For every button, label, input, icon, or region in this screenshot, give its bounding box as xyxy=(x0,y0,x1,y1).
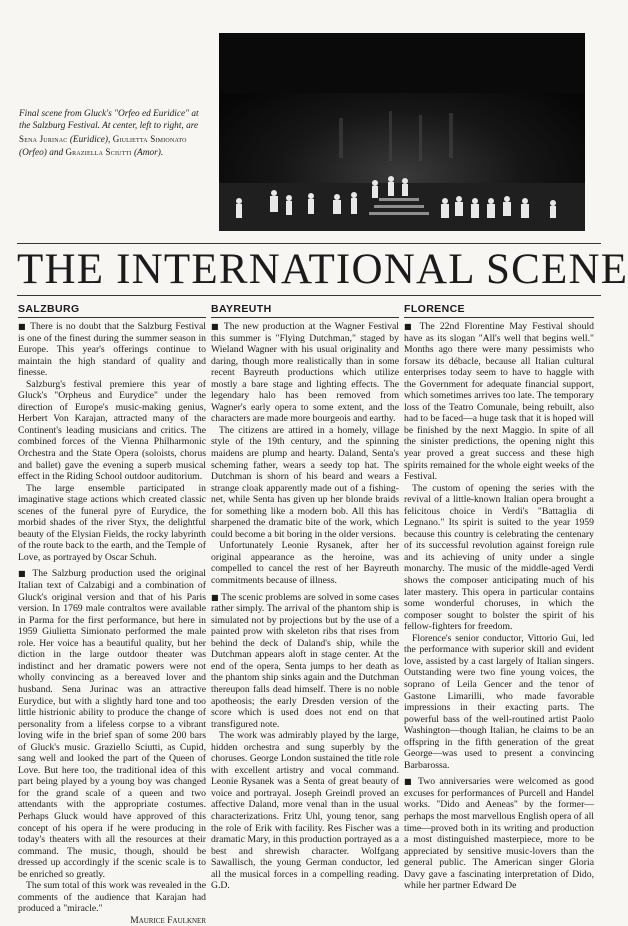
column-florence xyxy=(404,303,594,892)
bullet-square-icon: ■ xyxy=(211,322,224,331)
section-heading: FLORENCE xyxy=(404,303,594,318)
bullet-square-icon: ■ xyxy=(404,777,418,787)
article-paragraph: ■ Two anniversaries were welcomed as good excuses for performances of Purcell and Handel works. "Dido and Aeneas" by the former—perhaps the most marvellous English opera of all time—proved both in its writing and production a most distinguished masterpiece, more to be appreciated by sensitive music-lovers than the general public. The American singer Gloria Davy gave a fascinating interpretation of Dido, while her partner Edward De xyxy=(404,776,594,892)
column-salzburg xyxy=(18,303,206,926)
article-paragraph: ■ There is no doubt that the Salzburg Festival is one of the finest during the summer season in Europe. This year's offerings continue to maintain the high standard of quality and finesse. xyxy=(18,321,206,379)
section-heading: SALZBURG xyxy=(18,303,206,318)
article-paragraph: The sum total of this work was revealed in the comments of the audience that Karajan had produced a "miracle." xyxy=(18,880,206,915)
article-paragraph: ■ The scenic problems are solved in some cases rather simply. The arrival of the phantom ship is simulated not by projections but by the use of a painted prow with skeleton ribs that rises from behind the deck of Daland's ship, while the Dutchman appears aloft in stage center. At the end of the opera, Senta jumps to her death as the phantom ship sinks again and the Dutchman thereupon falls dead himself. There is no noble apotheosis; the early Dresden version of the score which is used does not end on that transfigured note. xyxy=(211,591,399,730)
article-paragraph: ■ The 22nd Florentine May Festival should have as its slogan "All's well that begins well." Months ago there were many pessimists who forsaw its débacle, because all Italian cultural enterprises today seem to have to haggle with the Government for adequate financial support, which sometimes arrives too late. The temporary loss of the Teatro Comunale, being rebuilt, also had to be faced—a huge task that it is hoped will be finished by the next Maggio. In spite of all the sinister predictions, the opening night this year proved a great success and these high spirits remained for the whole eight weeks of the Festival. xyxy=(404,321,594,483)
bullet-square-icon: ■ xyxy=(18,569,33,579)
article-paragraph: The citizens are attired in a homely, village style of the 19th century, and the spinning maidens are plump and hearty. Daland, Senta's scheming father, wears a seedy top hat. The Dutchman is shorn of his beard and wears a strange cloak apparently made out of a fishing-net, while Senta has given up her blonde braids for something like a modern bob. All this has sharpened the dramatic bite of the work, which could become a bit boring in the older versions. xyxy=(211,424,399,540)
bullet-square-icon: ■ xyxy=(211,592,222,602)
section-heading: BAYREUTH xyxy=(211,303,399,318)
article-paragraph: The custom of opening the series with the revival of a little-known Italian opera brought a felicitous choice in Verdi's "Battaglia di Legnano." Its spirit is suited to the year 1959 because this country is celebrating the centenary of its successful revolution against foreign rule and its achieving of unity under a single monarchy. The music of the middle-aged Verdi shows the composer anticipating much of his later mastery. This opera in particular contains some wonderful choruses, in which the composer sought to bolster the spirit of his fellow-fighters for freedom. xyxy=(404,482,594,633)
article-paragraph: Unfortunately Leonie Rysanek, after her original appearance as the heroine, was compelled to cancel the rest of her Bayreuth commitments because of illness. xyxy=(211,540,399,587)
caption-role: (Euridice), xyxy=(67,134,113,145)
bullet-square-icon: ■ xyxy=(18,322,31,331)
caption-name: Sena Jurinac xyxy=(19,133,68,144)
bullet-square-icon: ■ xyxy=(404,322,420,331)
page-headline: THE INTERNATIONAL SCENE xyxy=(17,246,628,293)
article-paragraph: Salzburg's festival premiere this year of Gluck's "Orpheus and Eurydice" under the direction of Europe's music-making genius, Herbert Von Karajan, attracted many of the Continent's leading musicians and critics. The combined forces of the Vienna Philharmonic Orchestra and the State Opera (soloists, chorus and ballet) gave the evening a superb musical effect in the Riding School outdoor auditorium. xyxy=(18,378,206,483)
photo-caption xyxy=(19,108,211,160)
caption-name: Giulietta Simionato xyxy=(112,133,187,144)
article-paragraph: The work was admirably played by the large, hidden orchestra and sung superbly by the choruses. George London sustained the title role with excellent artistry and vocal command. Leonie Rysanek was a Senta of great beauty of voice and portrayal. Joseph Greindl proved an affective Daland, more venal than in the usual characterizations. Fritz Uhl, young tenor, sang the role of Erik with facility. Res Fischer was a dramatic Mary, in this production portrayed as a best and shrewish character. Wolfgang Sawallisch, the young German conductor, led all the musical forces in a compelling reading. G.D. xyxy=(211,730,399,892)
top-rule xyxy=(17,243,601,244)
caption-text: Final scene from Gluck's "Orfeo ed Euridice" at the Salzburg Festival. At center, left to right, are xyxy=(19,109,199,132)
column-bayreuth xyxy=(211,303,399,892)
caption-name: Graziella Sciutti xyxy=(65,147,132,158)
article-paragraph: Florence's senior conductor, Vittorio Gui, led the performance with superior skill and evident love, assisted by a cast largely of Italian singers. Outstanding were two fine young voices, the soprano of Leila Gencer and the tenor of Gastone Limarilli, who made favorable impressions in their exacting parts. The powerful bass of the well-routined artist Paolo Washington—though Italian, he claims to be an offspring in the fifth generation of the great George—was used to present a convincing Barbarossa. xyxy=(404,632,594,771)
article-paragraph: ■ The Salzburg production used the original Italian text of Calzabigi and a combination of Gluck's original version and that of his Paris version. In 1769 male contraltos were available in Parma for the first performance, but here in 1959 Giulietta Simionato performed the male role. Her voice has a beautiful quality, but her diction in the large outdoor theater was indistinct and her dramatic powers were not wholly convincing as a bereaved lover and husband. Sena Jurinac was an attractive Eurydice, but with a slightly hard tone and too little histrionic ability to produce the change of personality from a lifeless corpse to a vibrant loving wife in the brief span of some 200 bars of Gluck's music. Graziello Sciutti, as Cupid, sang well and looked the part of the Queen of Love. But here too, the traditional idea of this part being played by a young boy was changed for the grand scale of a queen and two attendants with the appropriate costumes. Perhaps Gluck would have approved of this concept of his opera if he were producing in today's theaters with all the resources at their command. The music, though, should be dressed up accordingly if the scenic scale is to be enriched so greatly. xyxy=(18,568,206,880)
headline-rule xyxy=(17,295,601,296)
byline: Maurice Faulkner xyxy=(130,914,206,926)
caption-role: (Amor). xyxy=(131,148,164,159)
article-paragraph: The large ensemble participated in imaginative stage actions which created classic scenes of the funeral pyre of Eurydice, the morbid shades of the river Styx, the delightful beauty of the Elysian Fields, the rocky labyrinth of the route back to the earth, and the Temple of Love, as portrayed by Oscar Schuh. xyxy=(18,482,206,563)
article-paragraph: ■ The new production at the Wagner Festival this summer is "Flying Dutchman," staged by Wieland Wagner with his usual originality and daring, though more realistically than in some recent Bayreuth productions which utilize mostly a bare stage and lighting effects. The legendary halo has been removed from Wagner's early opera to some extent, and the characters are made more bourgeois and earthy. xyxy=(211,321,399,425)
opera-scene-photo xyxy=(219,33,585,231)
caption-role: (Orfeo) and xyxy=(19,148,66,159)
